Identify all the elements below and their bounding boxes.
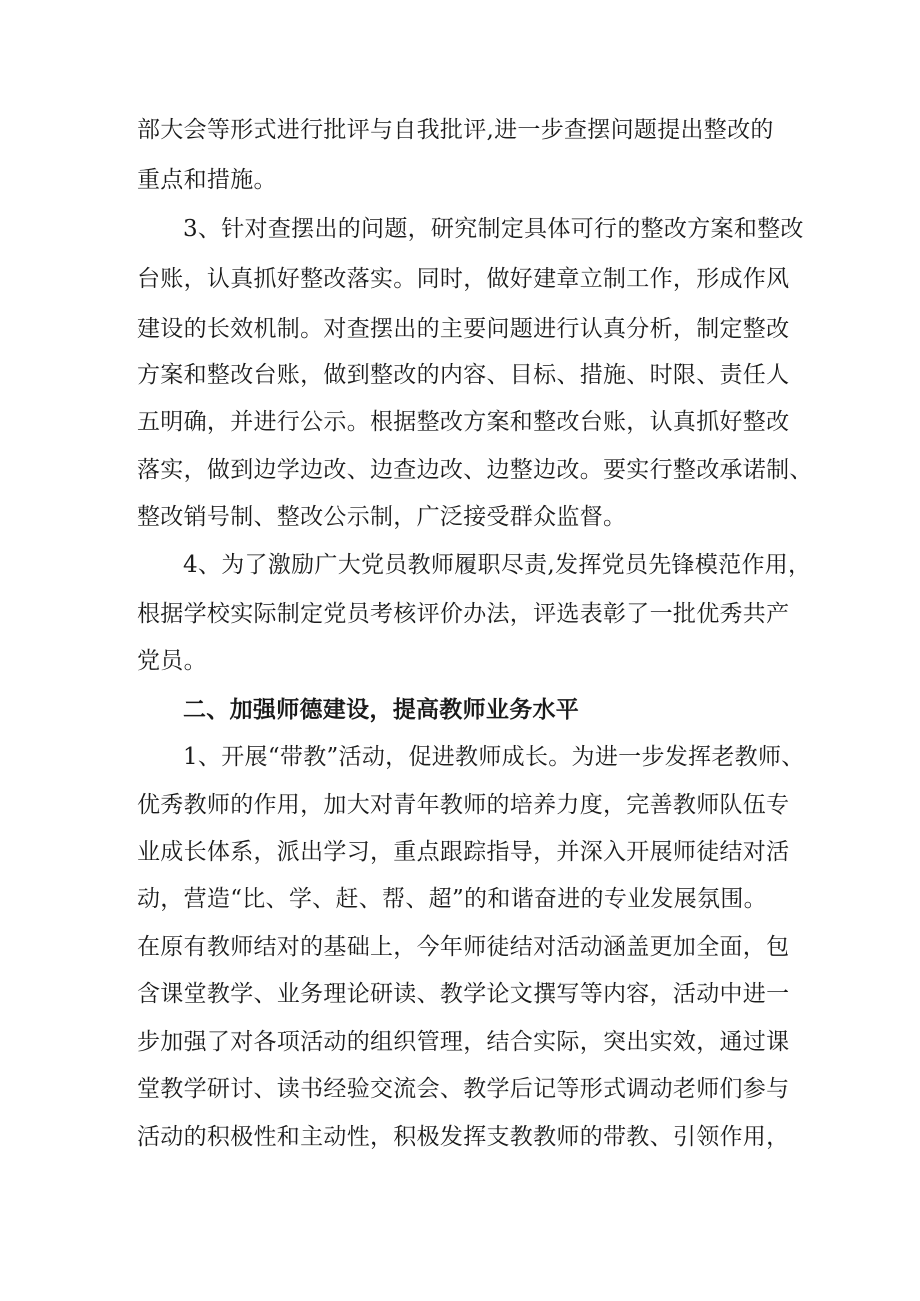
text-line-14: 1、开展“带教”活动，促进教师成长。为进一步发挥老教师、 [183, 744, 805, 770]
text-line-6: 方案和整改台账，做到整改的内容、目标、措施、时限、责任人 [137, 362, 790, 388]
text-line-9: 整改销号制、整改公示制，广泛接受群众监督。 [137, 504, 627, 530]
text-line-19: 含课堂教学、业务理论研读、教学论文撰写等内容，活动中进一 [137, 981, 790, 1007]
text-line-8: 落实，做到边学边改、边查边改、边整边改。要实行整改承诺制、 [137, 457, 813, 483]
text-line-5: 建设的长效机制。对查摆出的主要问题进行认真分析，制定整改 [137, 316, 790, 342]
text-line-17: 动，营造“比、学、赶、帮、超”的和谐奋进的专业发展氛围。 [137, 886, 767, 912]
text-line-21: 堂教学研讨、读书经验交流会、教学后记等形式调动老师们参与 [137, 1076, 790, 1102]
text-line-2: 重点和措施。 [137, 167, 277, 193]
text-line-7: 五明确，并进行公示。根据整改方案和整改台账，认真抓好整改 [137, 409, 790, 435]
text-line-1: 部大会等形式进行批评与自我批评,进一步查摆问题提出整改的 [137, 117, 774, 143]
text-line-15: 优秀教师的作用，加大对青年教师的培养力度，完善教师队伍专 [137, 792, 790, 818]
text-line-22: 活动的积极性和主动性，积极发挥支教教师的带教、引领作用， [137, 1124, 790, 1150]
text-line-10: 4、为了激励广大党员教师履职尽责,发挥党员先锋模范作用， [183, 552, 812, 578]
text-line-12: 党员。 [137, 648, 207, 674]
section-heading: 二、加强师德建设，提高教师业务水平 [183, 697, 580, 723]
text-line-11: 根据学校实际制定党员考核评价办法，评选表彰了一批优秀共产 [137, 601, 790, 627]
text-line-3: 3、针对查摆出的问题，研究制定具体可行的整改方案和整改 [183, 216, 804, 242]
text-line-18: 在原有教师结对的基础上，今年师徒结对活动涵盖更加全面，包 [137, 934, 790, 960]
text-line-16: 业成长体系，派出学习，重点跟踪指导，并深入开展师徒结对活 [137, 839, 790, 865]
text-line-4: 台账，认真抓好整改落实。同时，做好建章立制工作，形成作风 [137, 266, 790, 292]
text-line-20: 步加强了对各项活动的组织管理，结合实际，突出实效，通过课 [137, 1029, 790, 1055]
